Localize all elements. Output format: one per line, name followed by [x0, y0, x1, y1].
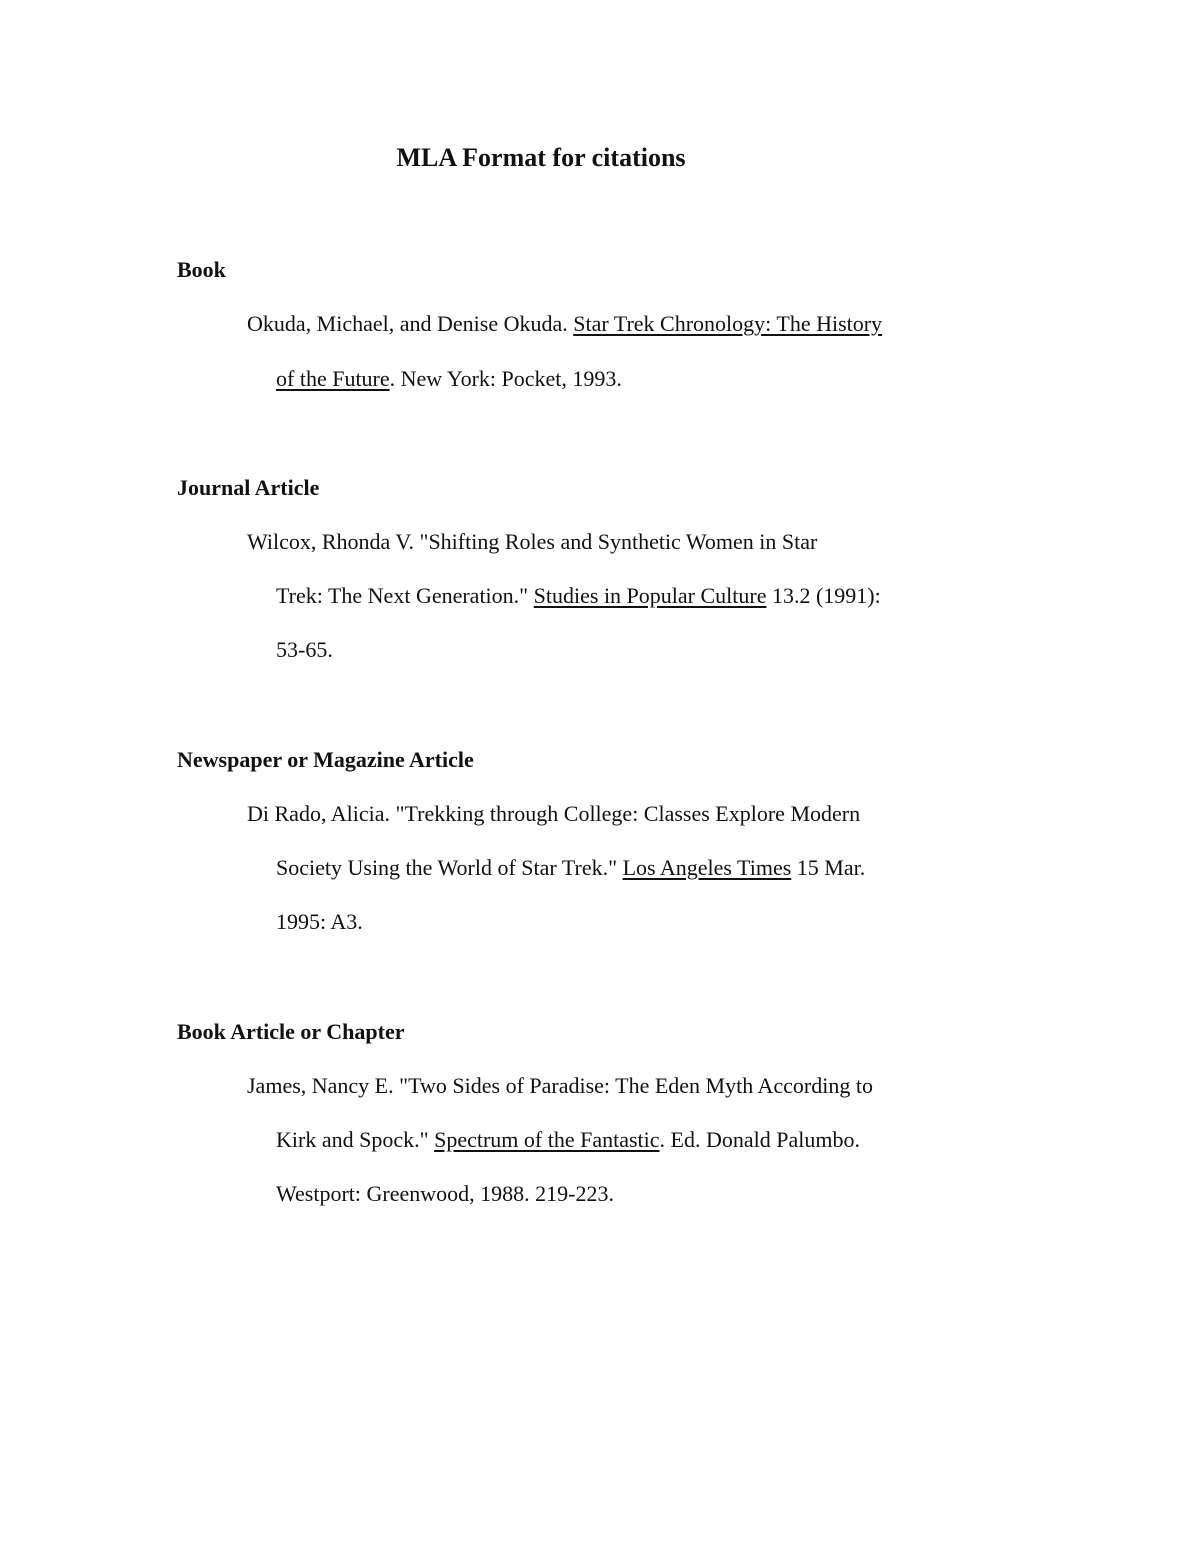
page-title: MLA Format for citations [396, 143, 686, 172]
citation-line: Trek: The Next Generation." Studies in Popular Culture 13.2 (1991): [276, 583, 881, 608]
citation-line: Society Using the World of Star Trek." Los Angeles Times 15 Mar. [276, 855, 866, 880]
section-heading-journal-article: Journal Article [177, 475, 320, 500]
section-heading-book: Book [177, 257, 226, 282]
citation-line: James, Nancy E. "Two Sides of Paradise: The Eden Myth According to [247, 1073, 873, 1098]
citation-line: Di Rado, Alicia. "Trekking through College: Classes Explore Modern [247, 801, 861, 826]
citation-title: Studies in Popular Culture [533, 583, 767, 608]
citation-title: Star Trek Chronology: The History [573, 311, 883, 336]
citation-title: Los Angeles Times [622, 855, 792, 880]
citation-line: Kirk and Spock." Spectrum of the Fantastic. Ed. Donald Palumbo. [276, 1127, 860, 1152]
citation-line: of the Future. New York: Pocket, 1993. [276, 366, 622, 391]
citation-line: 53-65. [276, 637, 333, 662]
citation-title: of the Future [276, 366, 390, 391]
citation-title: Spectrum of the Fantastic [434, 1127, 660, 1152]
citation-line: 1995: A3. [276, 909, 363, 934]
citation-line: Okuda, Michael, and Denise Okuda. Star Trek Chronology: The History [247, 311, 883, 336]
section-heading-newspaper-article: Newspaper or Magazine Article [177, 747, 474, 772]
citation-line: Westport: Greenwood, 1988. 219-223. [276, 1181, 614, 1206]
section-heading-book-chapter: Book Article or Chapter [177, 1019, 405, 1044]
citation-line: Wilcox, Rhonda V. "Shifting Roles and Synthetic Women in Star [247, 529, 818, 554]
